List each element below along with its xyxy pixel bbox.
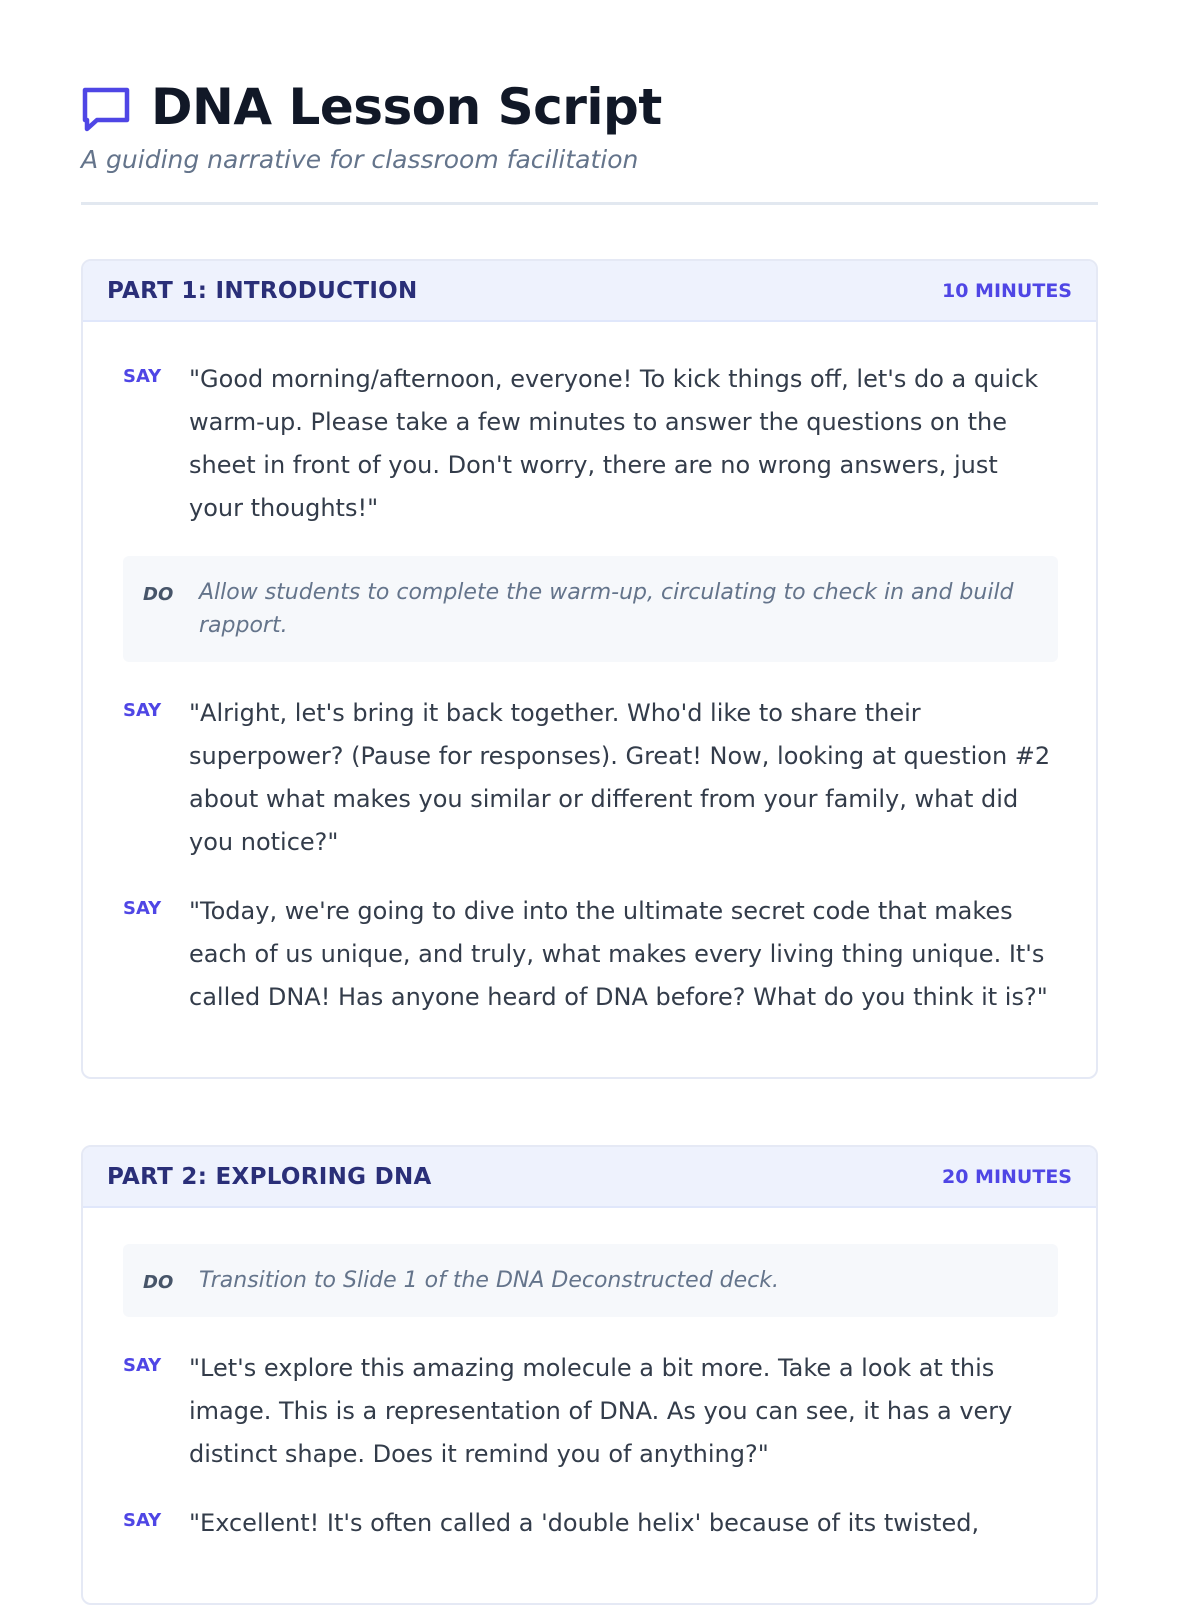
say-block [123,890,1058,1019]
section-part-1 [81,259,1098,1079]
do-text: Allow students to complete the warm-up, circulating to check in and build rapport. [199,580,1014,638]
title-row [81,80,1098,135]
say-tag: SAY [123,898,162,919]
speech-bubble-icon [81,84,131,132]
say-tag: SAY [123,700,162,721]
section-header [83,1147,1096,1208]
say-text: "Let's explore this amazing molecule a bit more. Take a look at this image. This is a representation of DNA. As you can see, it has a very distinct shape. Does it remind you of anything?" [189,1354,1013,1468]
say-text: "Today, we're going to dive into the ultimate secret code that makes each of us unique, and truly, what makes every living thing unique. It's called DNA! Has anyone heard of DNA before? What do you think it is?" [189,897,1048,1011]
page-subtitle: A guiding narrative for classroom facilitation [81,145,639,174]
do-tag: DO [143,1272,174,1293]
do-block [123,556,1058,662]
say-block [123,1502,1058,1545]
do-text: Transition to Slide 1 of the DNA Deconstructed deck. [199,1268,779,1293]
section-body [83,322,1096,1077]
say-block [123,692,1058,864]
section-title: PART 2: EXPLORING DNA [107,1163,432,1190]
section-title: PART 1: INTRODUCTION [107,277,418,304]
say-tag: SAY [123,1510,162,1531]
do-tag: DO [143,584,174,605]
say-block [123,1347,1058,1476]
section-duration: 10 MINUTES [942,279,1072,302]
page-title: DNA Lesson Script [151,78,662,136]
page-header [81,80,1098,205]
say-block [123,358,1058,530]
say-text: "Excellent! It's often called a 'double helix' because of its twisted, [189,1509,980,1537]
section-duration: 20 MINUTES [942,1165,1072,1188]
say-text: "Alright, let's bring it back together. Who'd like to share their superpower? (Pause for responses). Great! Now, looking at question #2 about what makes you similar or different from your family, what did you notice?" [189,699,1051,856]
say-tag: SAY [123,1355,162,1376]
section-header [83,261,1096,322]
section-part-2 [81,1145,1098,1605]
say-text: "Good morning/afternoon, everyone! To kick things off, let's do a quick warm-up. Please take a few minutes to answer the questions on the sheet in front of you. Don't worry, there are no wrong answers, just your thoughts!" [189,365,1039,522]
say-tag: SAY [123,366,162,387]
section-body [83,1208,1096,1603]
do-block [123,1244,1058,1317]
